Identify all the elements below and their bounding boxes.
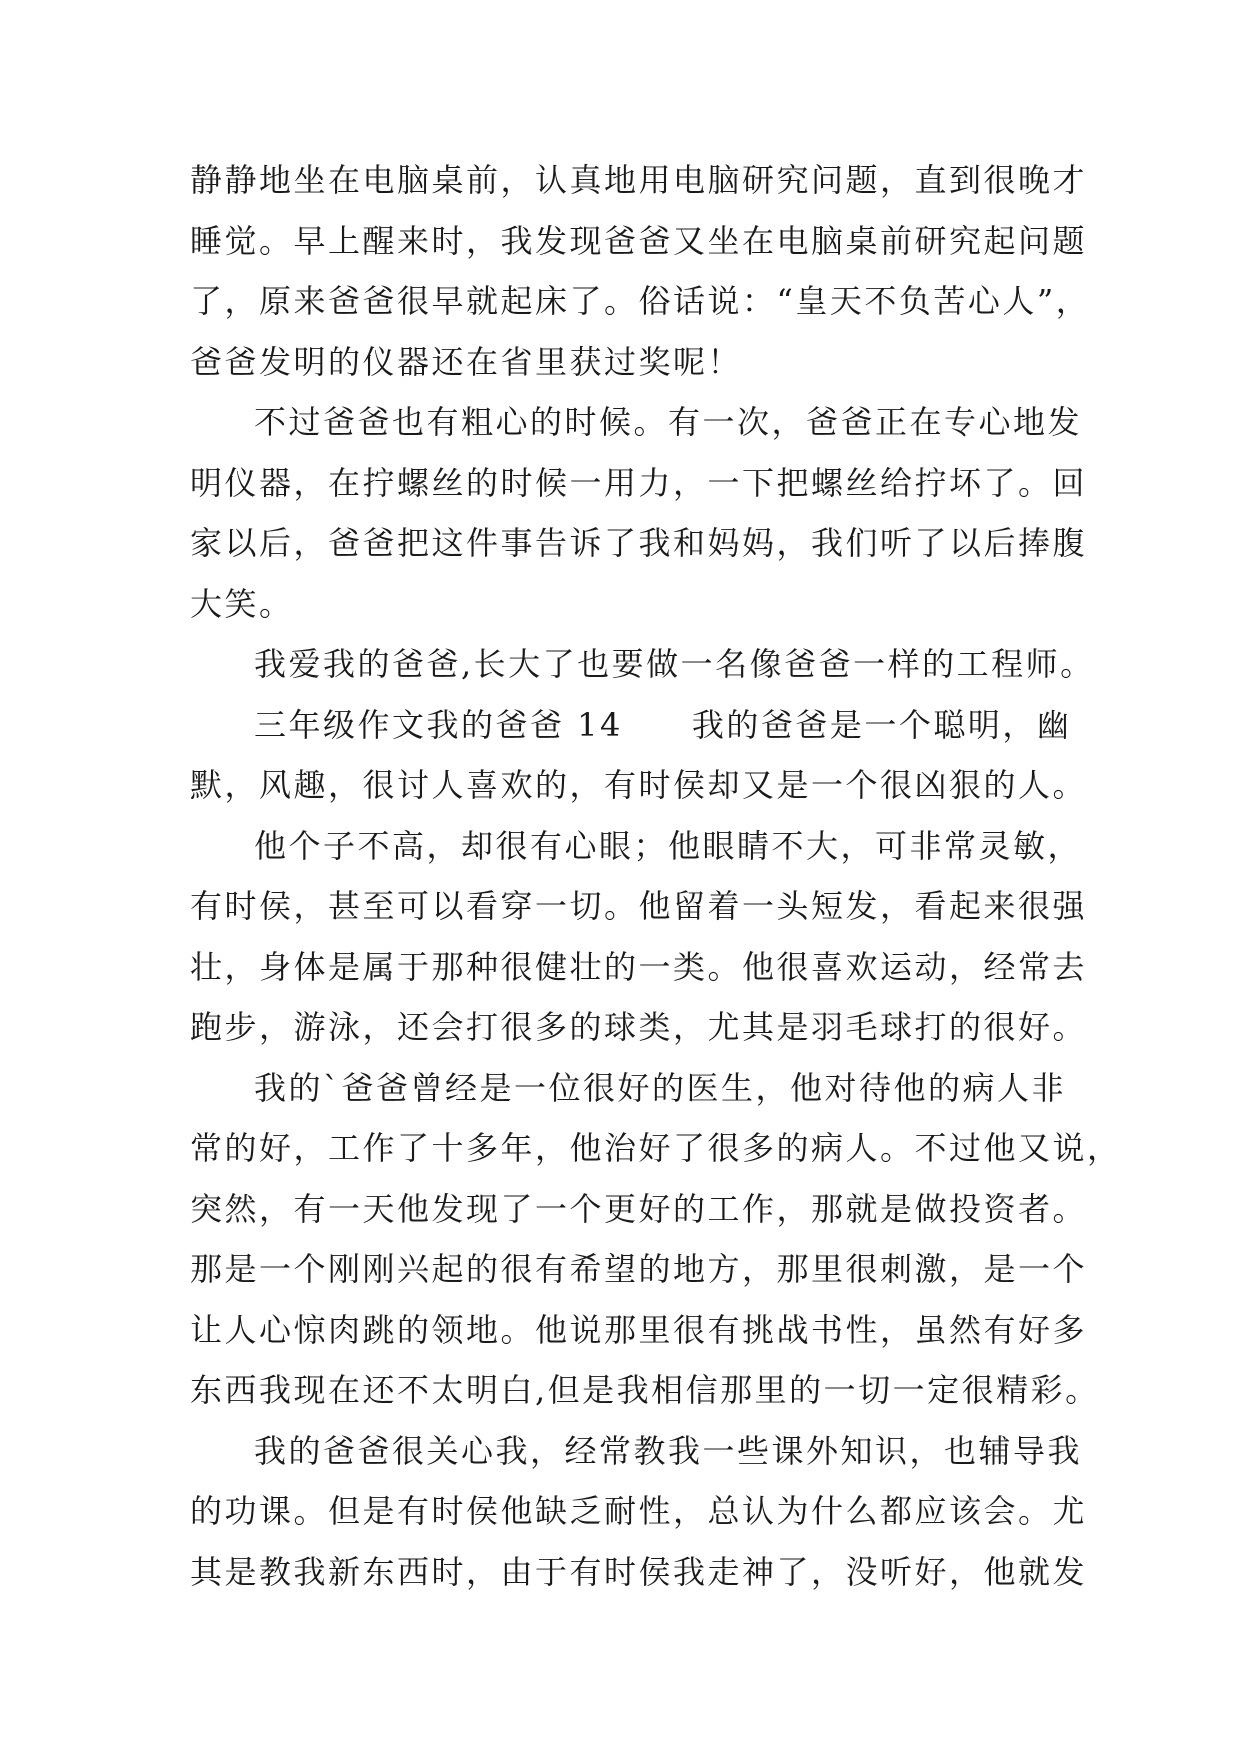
text-line: 睡觉。早上醒来时，我发现爸爸又坐在电脑桌前研究起问题 (190, 221, 1088, 260)
text-line: 默，风趣，很讨人喜欢的，有时侯却又是一个很凶狠的人。 (190, 766, 1088, 804)
text-line: 壮，身体是属于那种很健壮的一类。他很喜欢运动，经常去 (190, 947, 1088, 986)
text-line: 常的好，工作了十多年，他治好了很多的病人。不过他又说， (190, 1129, 1122, 1167)
text-line: 明仪器，在拧螺丝的时候一用力，一下把螺丝给拧坏了。回 (190, 463, 1088, 502)
text-line: 静静地坐在电脑桌前，认真地用电脑研究问题，直到很晚才 (190, 161, 1088, 199)
text-line: 让人心惊肉跳的领地。他说那里很有挑战书性，虽然有好多 (190, 1310, 1088, 1349)
text-line: 大笑。 (190, 584, 294, 623)
text-line: 有时侯，甚至可以看穿一切。他留着一头短发，看起来很强 (190, 887, 1088, 925)
text-line: 爸爸发明的仪器还在省里获过奖呢！ (190, 342, 743, 381)
text-line: 其是教我新东西时，由于有时侯我走神了，没听好，他就发 (190, 1552, 1088, 1591)
paragraph-start-line: 我的`爸爸曾经是一位很好的医生，他对待他的病人非 (254, 1068, 1067, 1107)
text-line: 东西我现在还不太明白,但是我相信那里的一切一定很精彩。 (190, 1371, 1100, 1409)
text-line: 了，原来爸爸很早就起床了。俗话说：“皇天不负苦心人”， (190, 282, 1091, 320)
essay-title-line: 三年级作文我的爸爸 14 我的爸爸是一个聪明，幽 (254, 705, 1072, 744)
text-line: 的功课。但是有时侯他缺乏耐性，总认为什么都应该会。尤 (190, 1492, 1088, 1530)
text-line: 那是一个刚刚兴起的很有希望的地方，那里很刺激，是一个 (190, 1250, 1088, 1288)
paragraph-start-line: 不过爸爸也有粗心的时候。有一次，爸爸正在专心地发 (254, 403, 1083, 441)
paragraph-start-line: 我的爸爸很关心我，经常教我一些课外知识，也辅导我 (254, 1431, 1083, 1470)
paragraph-start-line: 他个子不高，却很有心眼；他眼睛不大，可非常灵敏， (254, 826, 1083, 865)
paragraph-start-line: 我爱我的爸爸,长大了也要做一名像爸爸一样的工程师。 (254, 645, 1095, 683)
text-line: 突然，有一天他发现了一个更好的工作，那就是做投资者。 (190, 1189, 1088, 1228)
text-line: 家以后，爸爸把这件事告诉了我和妈妈，我们听了以后捧腹 (190, 524, 1088, 562)
essay-body (190, 150, 1122, 1602)
text-line: 跑步，游泳，还会打很多的球类，尤其是羽毛球打的很好。 (190, 1008, 1088, 1046)
